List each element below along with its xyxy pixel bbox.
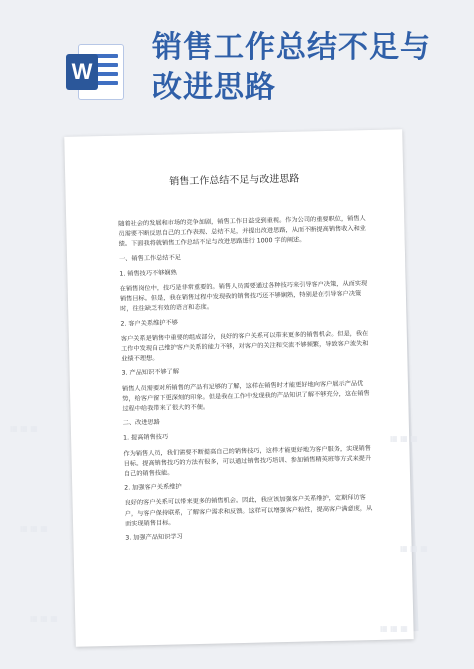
paragraph: 作为销售人员，我们需要不断提高自己的销售技巧，这样才能更好地为客户服务，实现销售目标。提高销售技巧的方法有很多，可以通过销售技巧培训、参加销售精英班等方式来提升自己的销售技能。	[123, 444, 372, 478]
word-logo-badge: W	[66, 54, 98, 90]
watermark-mark: ▦ ▦ ▦	[390, 434, 418, 443]
watermark-mark: ▦ ▦ ▦	[380, 624, 408, 633]
watermark-mark: ▦ ▦ ▦	[10, 424, 38, 433]
paragraph: 良好的客户关系可以带来更多的销售机会。因此，我应该加强客户关系维护，定期拜访客户，与客户保持联系，了解客户需求和反馈。这样可以增强客户粘性，提高客户满意度，从而实现销售目标。	[124, 494, 373, 528]
section-heading-1: 一、销售工作总结不足	[118, 253, 181, 263]
banner-title: 销售工作总结不足与改进思路	[152, 30, 431, 105]
watermark-pattern	[0, 404, 474, 644]
document-title: 销售工作总结不足与改进思路	[169, 173, 300, 188]
word-document-icon	[64, 40, 126, 102]
subheading-2-2: 2. 加强客户关系维护	[124, 483, 182, 492]
paragraph: 在销售岗位中，技巧是非常重要的。销售人员需要通过各种技巧来引导客户决策，从而实现销售目标。但是，我在销售过程中发现我的销售技巧还不够娴熟，特别是在引导客户决策时，往往缺乏有效的语言和态度。	[119, 280, 368, 314]
subheading-1-2: 2. 客户关系维护不够	[120, 318, 178, 328]
subheading-2-3: 3. 加强产品知识学习	[125, 533, 183, 542]
paragraph: 销售人员需要对所销售的产品有足够的了解，这样在销售时才能更好地向客户展示产品优势，给客户留下更深刻的印象。但是我在工作中发现我的产品知识了解不够充分，这在销售过程中给我带来了很大的不便。	[121, 379, 370, 413]
watermark-mark: ▦ ▦ ▦	[400, 544, 428, 553]
watermark-mark: ▦ ▦ ▦	[30, 614, 58, 623]
subheading-2-1: 1. 提高销售技巧	[123, 434, 169, 443]
paragraph-intro: 随着社会的发展和市场的竞争加剧，销售工作日益受到重视。作为公司的重要职位，销售人员需要不断反思自己的工作表现、总结不足，并提出改进思路，从而不断提高销售收入和业绩。下面我将就销售工作总结不足与改进思路进行 1000 字的阐述。	[118, 215, 366, 249]
subheading-1-3: 3. 产品知识不够了解	[121, 368, 180, 378]
section-heading-2: 二、改进思路	[122, 419, 160, 427]
subheading-1-1: 1. 销售技巧不够娴熟	[119, 269, 177, 278]
banner-header	[0, 0, 474, 120]
watermark-mark: ▦ ▦ ▦	[20, 524, 48, 533]
paragraph: 客户关系是销售中重要的组成部分，良好的客户关系可以带来更多的销售机会。但是，我在工作中发现自己维护客户关系的能力不够，对客户的关注和交流不够频繁，导致客户流失和业绩不理想。	[120, 329, 369, 363]
